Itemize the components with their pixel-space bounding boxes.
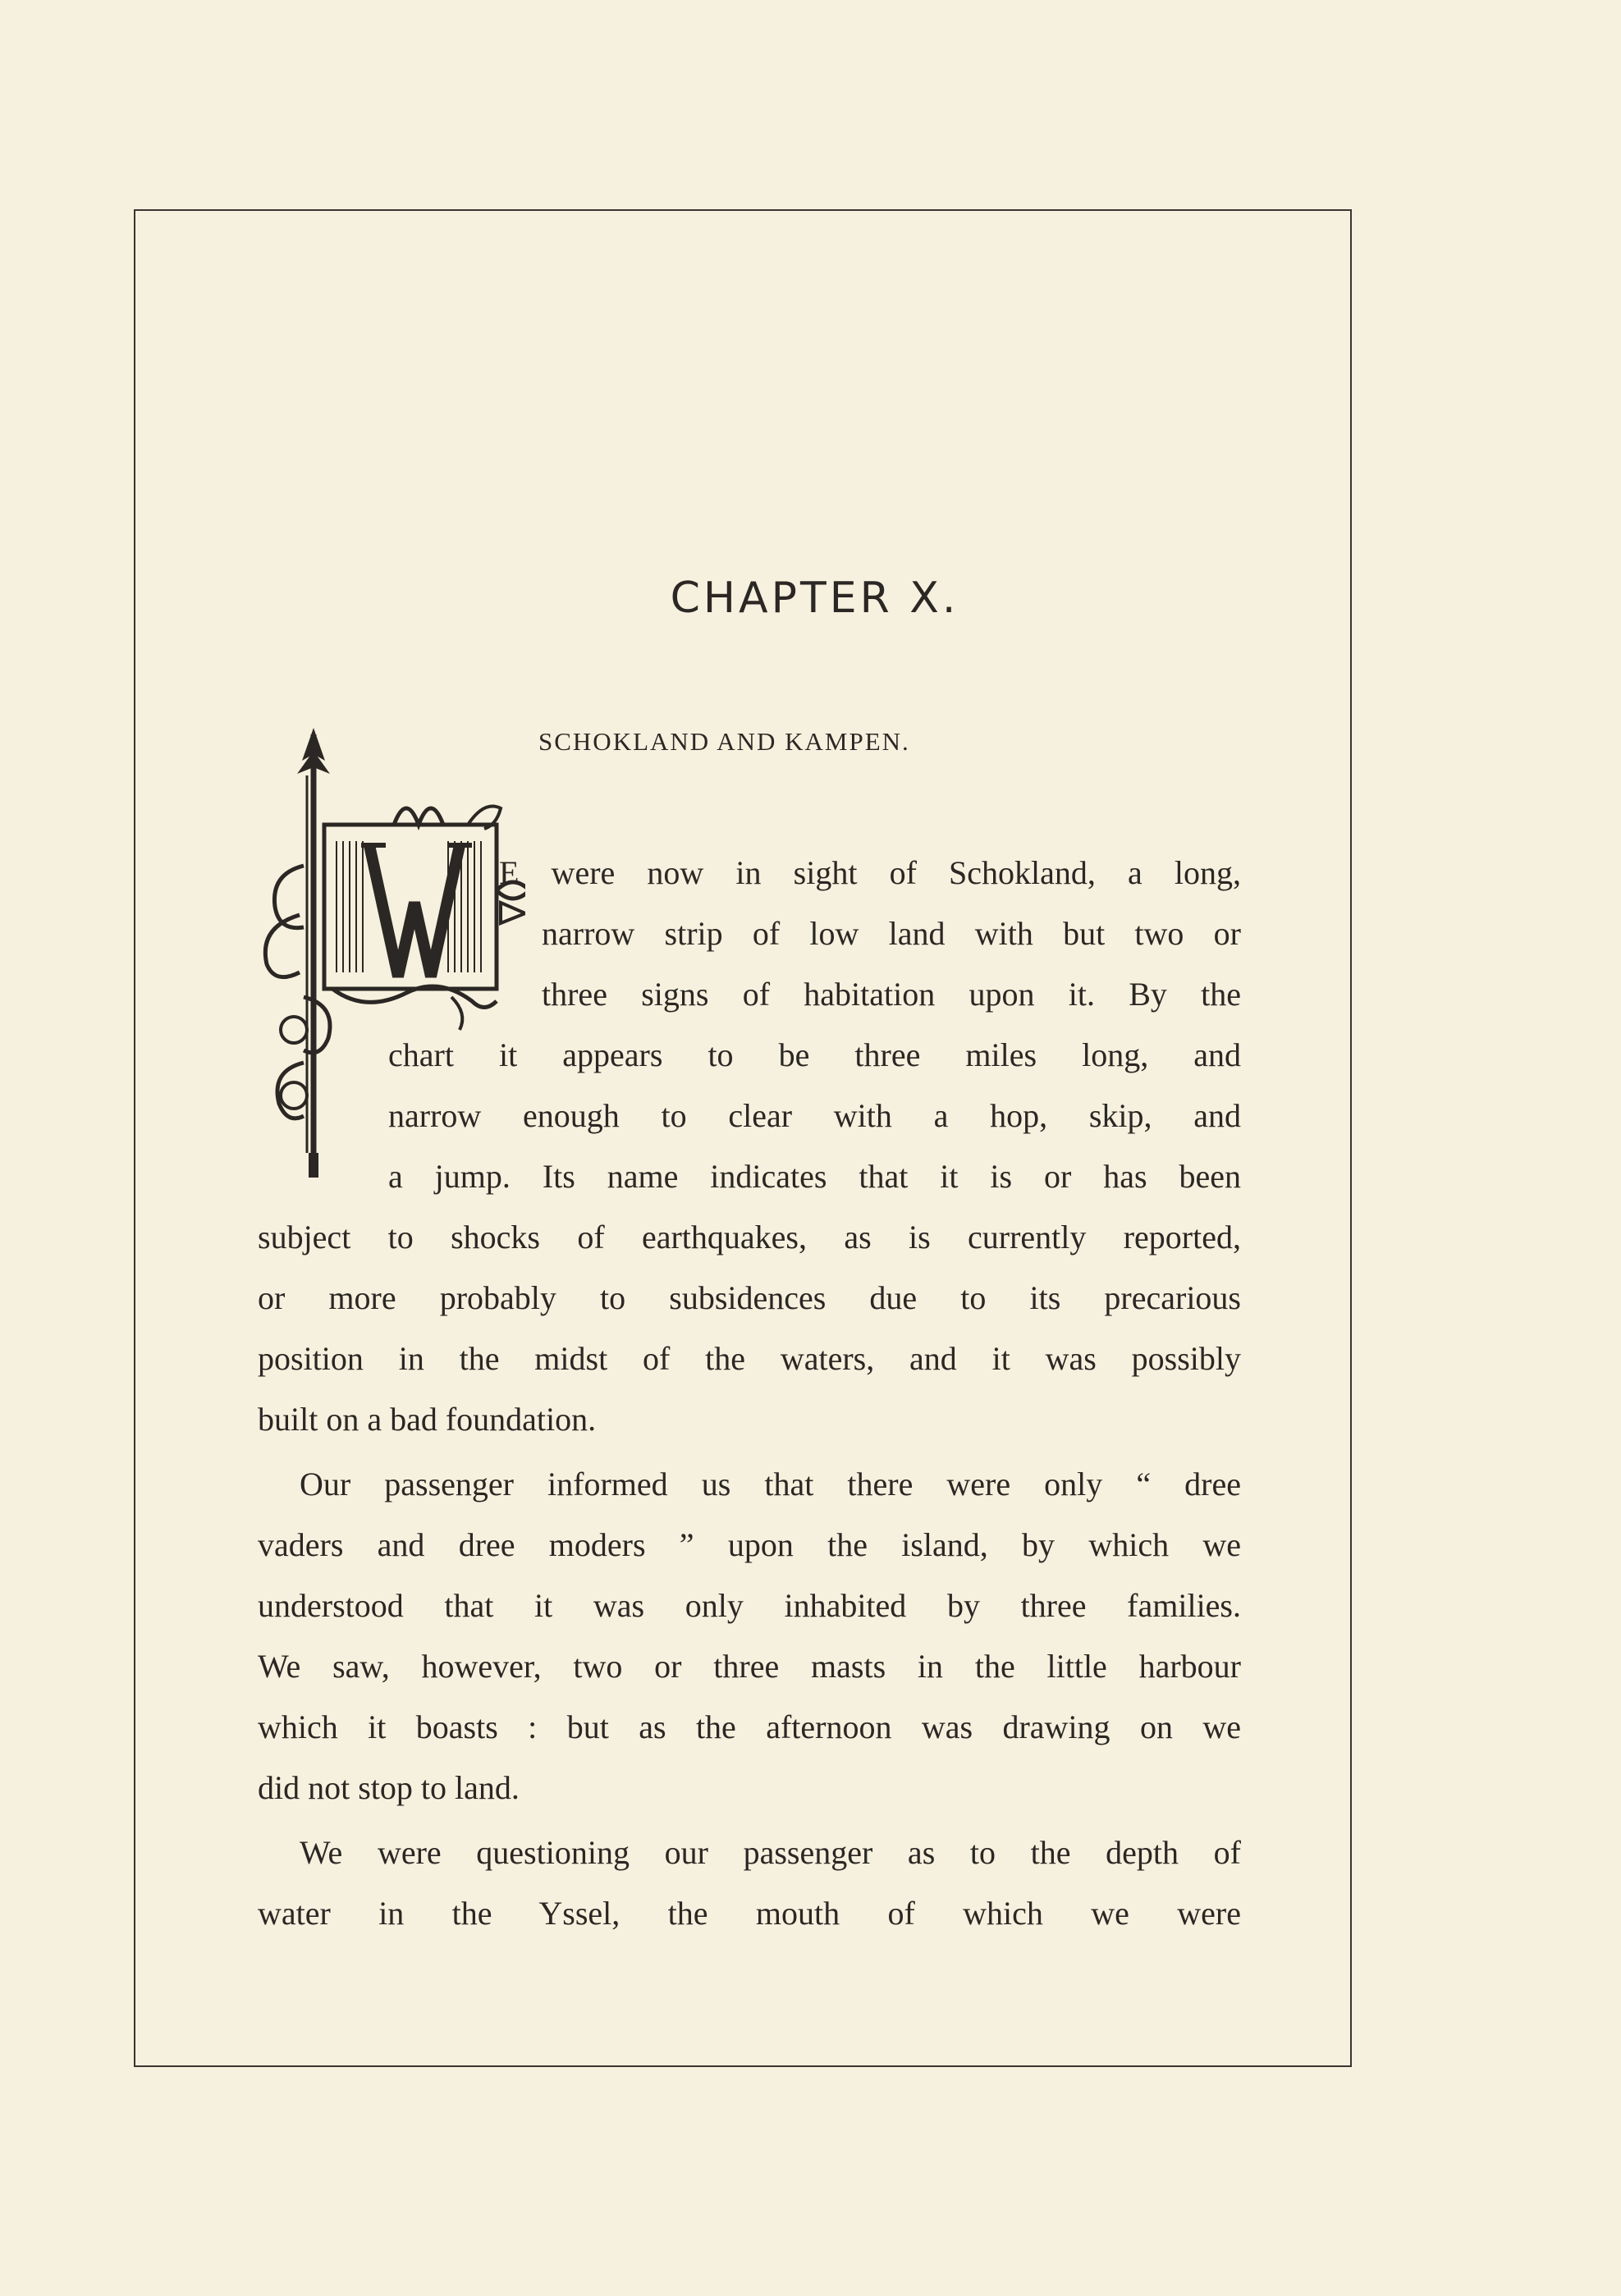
- body-text-line: subject to shocks of earthquakes, as is currently reported,: [258, 1219, 1241, 1255]
- body-text-line: three signs of habitation upon it. By the: [542, 976, 1241, 1013]
- body-text-line: Our passenger informed us that there were only “ dree: [300, 1466, 1241, 1502]
- body-text-line: or more probably to subsidences due to its precarious: [258, 1279, 1241, 1316]
- body-text-line: narrow enough to clear with a hop, skip, and: [388, 1097, 1241, 1134]
- body-text-line: built on a bad foundation.: [258, 1401, 597, 1438]
- body-text-line: narrow strip of low land with but two or: [542, 915, 1241, 952]
- body-text-line: water in the Yssel, the mouth of which we were: [258, 1895, 1241, 1932]
- body-text-line: position in the midst of the waters, and it was possibly: [258, 1340, 1241, 1377]
- body-text-line: understood that it was only inhabited by three families.: [258, 1587, 1241, 1624]
- chapter-title: CHAPTER X.: [670, 574, 959, 623]
- body-text-line: vaders and dree moders ” upon the island, by which we: [258, 1526, 1241, 1563]
- body-text-line: a jump. Its name indicates that it is or has been: [388, 1158, 1241, 1195]
- body-text-line: did not stop to land.: [258, 1769, 520, 1806]
- body-text-line: chart it appears to be three miles long, and: [388, 1036, 1241, 1073]
- body-text-line: We were questioning our passenger as to the depth of: [300, 1834, 1241, 1871]
- chapter-subtitle: SCHOKLAND AND KAMPEN.: [538, 727, 910, 756]
- body-text-line: We saw, however, two or three masts in the little harbour: [258, 1648, 1241, 1685]
- body-text-line: which it boasts : but as the afternoon was drawing on we: [258, 1708, 1241, 1745]
- body-text-line: E were now in sight of Schokland, a long,: [499, 854, 1241, 891]
